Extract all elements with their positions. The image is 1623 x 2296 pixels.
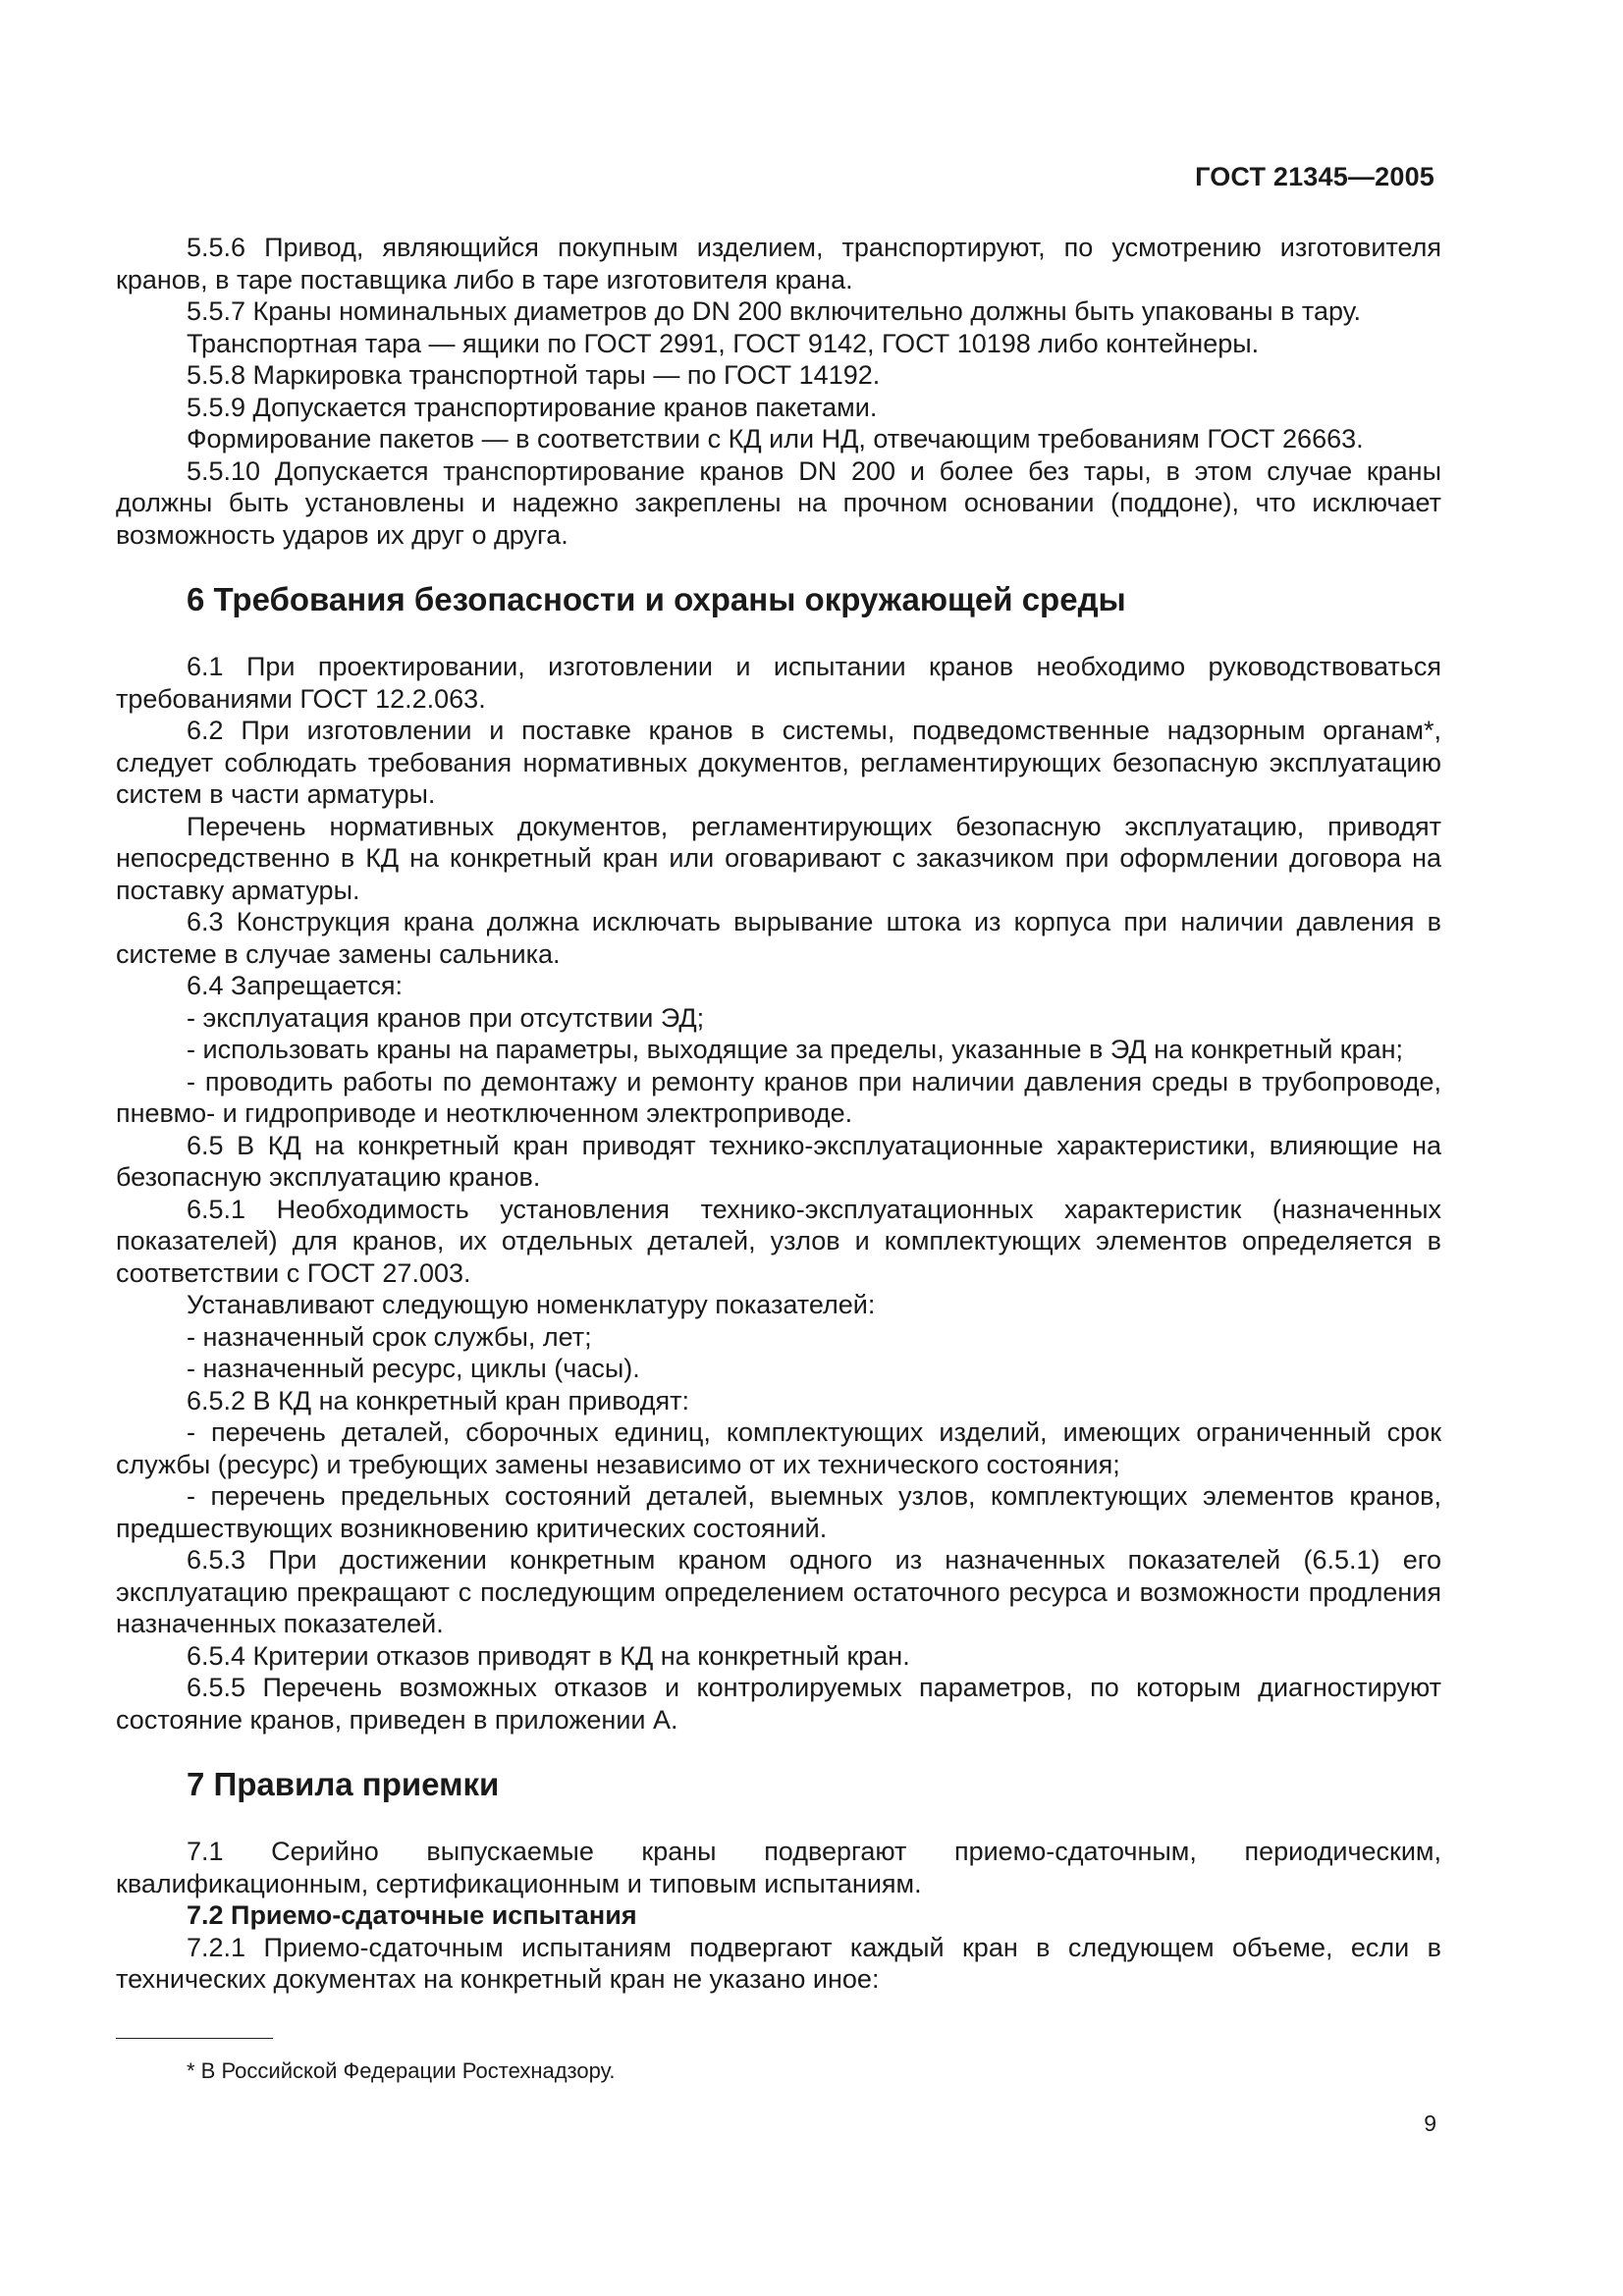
- list-item-6-4-b: - использовать краны на параметры, выходящие за пределы, указанные в ЭД на конкретный кран;: [187, 1035, 1404, 1064]
- paragraph-7-2-1: 7.2.1 Приемо-сдаточным испытаниям подвергают каждый кран в следующем объеме, если в технических документах на конкретный кран не указано иное:: [116, 1932, 1441, 1994]
- paragraph-6-1: 6.1 При проектировании, изготовлении и испытании кранов необходимо руководствоваться требованиями ГОСТ 12.2.063.: [116, 652, 1441, 714]
- paragraph-5-5-6: 5.5.6 Привод, являющийся покупным изделием, транспортируют, по усмотрению изготовителя кранов, в таре поставщика либо в таре изготовителя крана.: [116, 233, 1441, 294]
- document-body: [116, 232, 1441, 1996]
- paragraph-5-5-8: 5.5.8 Маркировка транспортной тары — по ГОСТ 14192.: [187, 360, 881, 390]
- paragraph-5-5-7-tare: Транспортная тара — ящики по ГОСТ 2991, ГОСТ 9142, ГОСТ 10198 либо контейнеры.: [187, 328, 1260, 358]
- footnote: * В Российской Федерации Ростехнадзору.: [187, 2058, 616, 2083]
- paragraph-6-3: 6.3 Конструкция крана должна исключать вырывание штока из корпуса при наличии давления в системе в случае замены сальника.: [116, 907, 1441, 969]
- paragraph-6-5-3: 6.5.3 При достижении конкретным краном одного из назначенных показателей (6.5.1) его эксплуатацию прекращают с последующим определением остаточного ресурса и возможности продления назначенных показателей.: [116, 1545, 1441, 1638]
- document-header: ГОСТ 21345—2005: [1195, 162, 1434, 191]
- paragraph-6-5-4: 6.5.4 Критерии отказов приводят в КД на конкретный кран.: [187, 1640, 910, 1671]
- paragraph-5-5-7: 5.5.7 Краны номинальных диаметров до DN 200 включительно должны быть упакованы в тару.: [187, 296, 1362, 326]
- list-item-6-5-1-a: - назначенный срок службы, лет;: [187, 1321, 592, 1352]
- list-item-6-4-a: - эксплуатация кранов при отсутствии ЭД;: [187, 1002, 705, 1033]
- footnote-divider: [116, 2038, 273, 2039]
- subsection-heading-7-2: 7.2 Приемо-сдаточные испытания: [187, 1900, 637, 1930]
- paragraph-6-4: 6.4 Запрещается:: [187, 971, 404, 1000]
- paragraph-5-5-9-packets: Формирование пакетов — в соответствии с КД или НД, отвечающим требованиям ГОСТ 26663.: [187, 424, 1364, 454]
- paragraph-6-5-5: 6.5.5 Перечень возможных отказов и контролируемых параметров, по которым диагностируют состояние кранов, приведен в приложении А.: [116, 1673, 1441, 1735]
- section-heading-7: 7 Правила приемки: [187, 1766, 500, 1802]
- list-item-6-5-2-a: - перечень деталей, сборочных единиц, комплектующих изделий, имеющих ограниченный срок службы (ресурс) и требующих замены независимо от их технического состояния;: [116, 1417, 1441, 1479]
- paragraph-6-5-1-nomenclature: Устанавливают следующую номенклатуру показателей:: [187, 1290, 876, 1319]
- paragraph-6-2: 6.2 При изготовлении и поставке кранов в системы, подведомственные надзорным органам*, следует соблюдать требования нормативных документов, регламентирующих безопасную эксплуатацию систем в части арматуры.: [116, 716, 1441, 809]
- paragraph-6-5-1: 6.5.1 Необходимость установления технико-эксплуатационных характеристик (назначенных показателей) для кранов, их отдельных деталей, узлов и комплектующих элементов определяется в соответствии с ГОСТ 27.003.: [116, 1194, 1441, 1288]
- paragraph-5-5-10: 5.5.10 Допускается транспортирование кранов DN 200 и более без тары, в этом случае краны должны быть установлены и надежно закреплены на прочном основании (поддоне), что исключает возможность ударов их друг о друга.: [116, 455, 1441, 550]
- list-item-6-5-2-b: - перечень предельных состояний деталей, выемных узлов, комплектующих элементов кранов, предшествующих возникновению критических состояний.: [116, 1481, 1441, 1543]
- paragraph-7-1: 7.1 Серийно выпускаемые краны подвергают приемо-сдаточным, периодическим, квалификационным, сертификационным и типовым испытаниям.: [116, 1837, 1441, 1898]
- paragraph-6-5-2: 6.5.2 В КД на конкретный кран приводят:: [187, 1385, 689, 1415]
- list-item-6-5-1-b: - назначенный ресурс, циклы (часы).: [187, 1354, 640, 1383]
- paragraph-6-2-list: Перечень нормативных документов, регламентирующих безопасную эксплуатацию, приводят непосредственно в КД на конкретный кран или оговаривают с заказчиком при оформлении договора на поставку арматуры.: [116, 811, 1441, 905]
- list-item-6-4-c: - проводить работы по демонтажу и ремонту кранов при наличии давления среды в трубопроводе, пневмо- и гидроприводе и неотключенном электроприводе.: [116, 1066, 1441, 1128]
- paragraph-5-5-9: 5.5.9 Допускается транспортирование кранов пакетами.: [187, 392, 878, 422]
- page-number: 9: [1424, 2110, 1436, 2136]
- paragraph-6-5: 6.5 В КД на конкретный кран приводят технико-эксплуатационные характеристики, влияющие на безопасную эксплуатацию кранов.: [116, 1130, 1441, 1192]
- section-heading-6: 6 Требования безопасности и охраны окружающей среды: [187, 581, 1126, 617]
